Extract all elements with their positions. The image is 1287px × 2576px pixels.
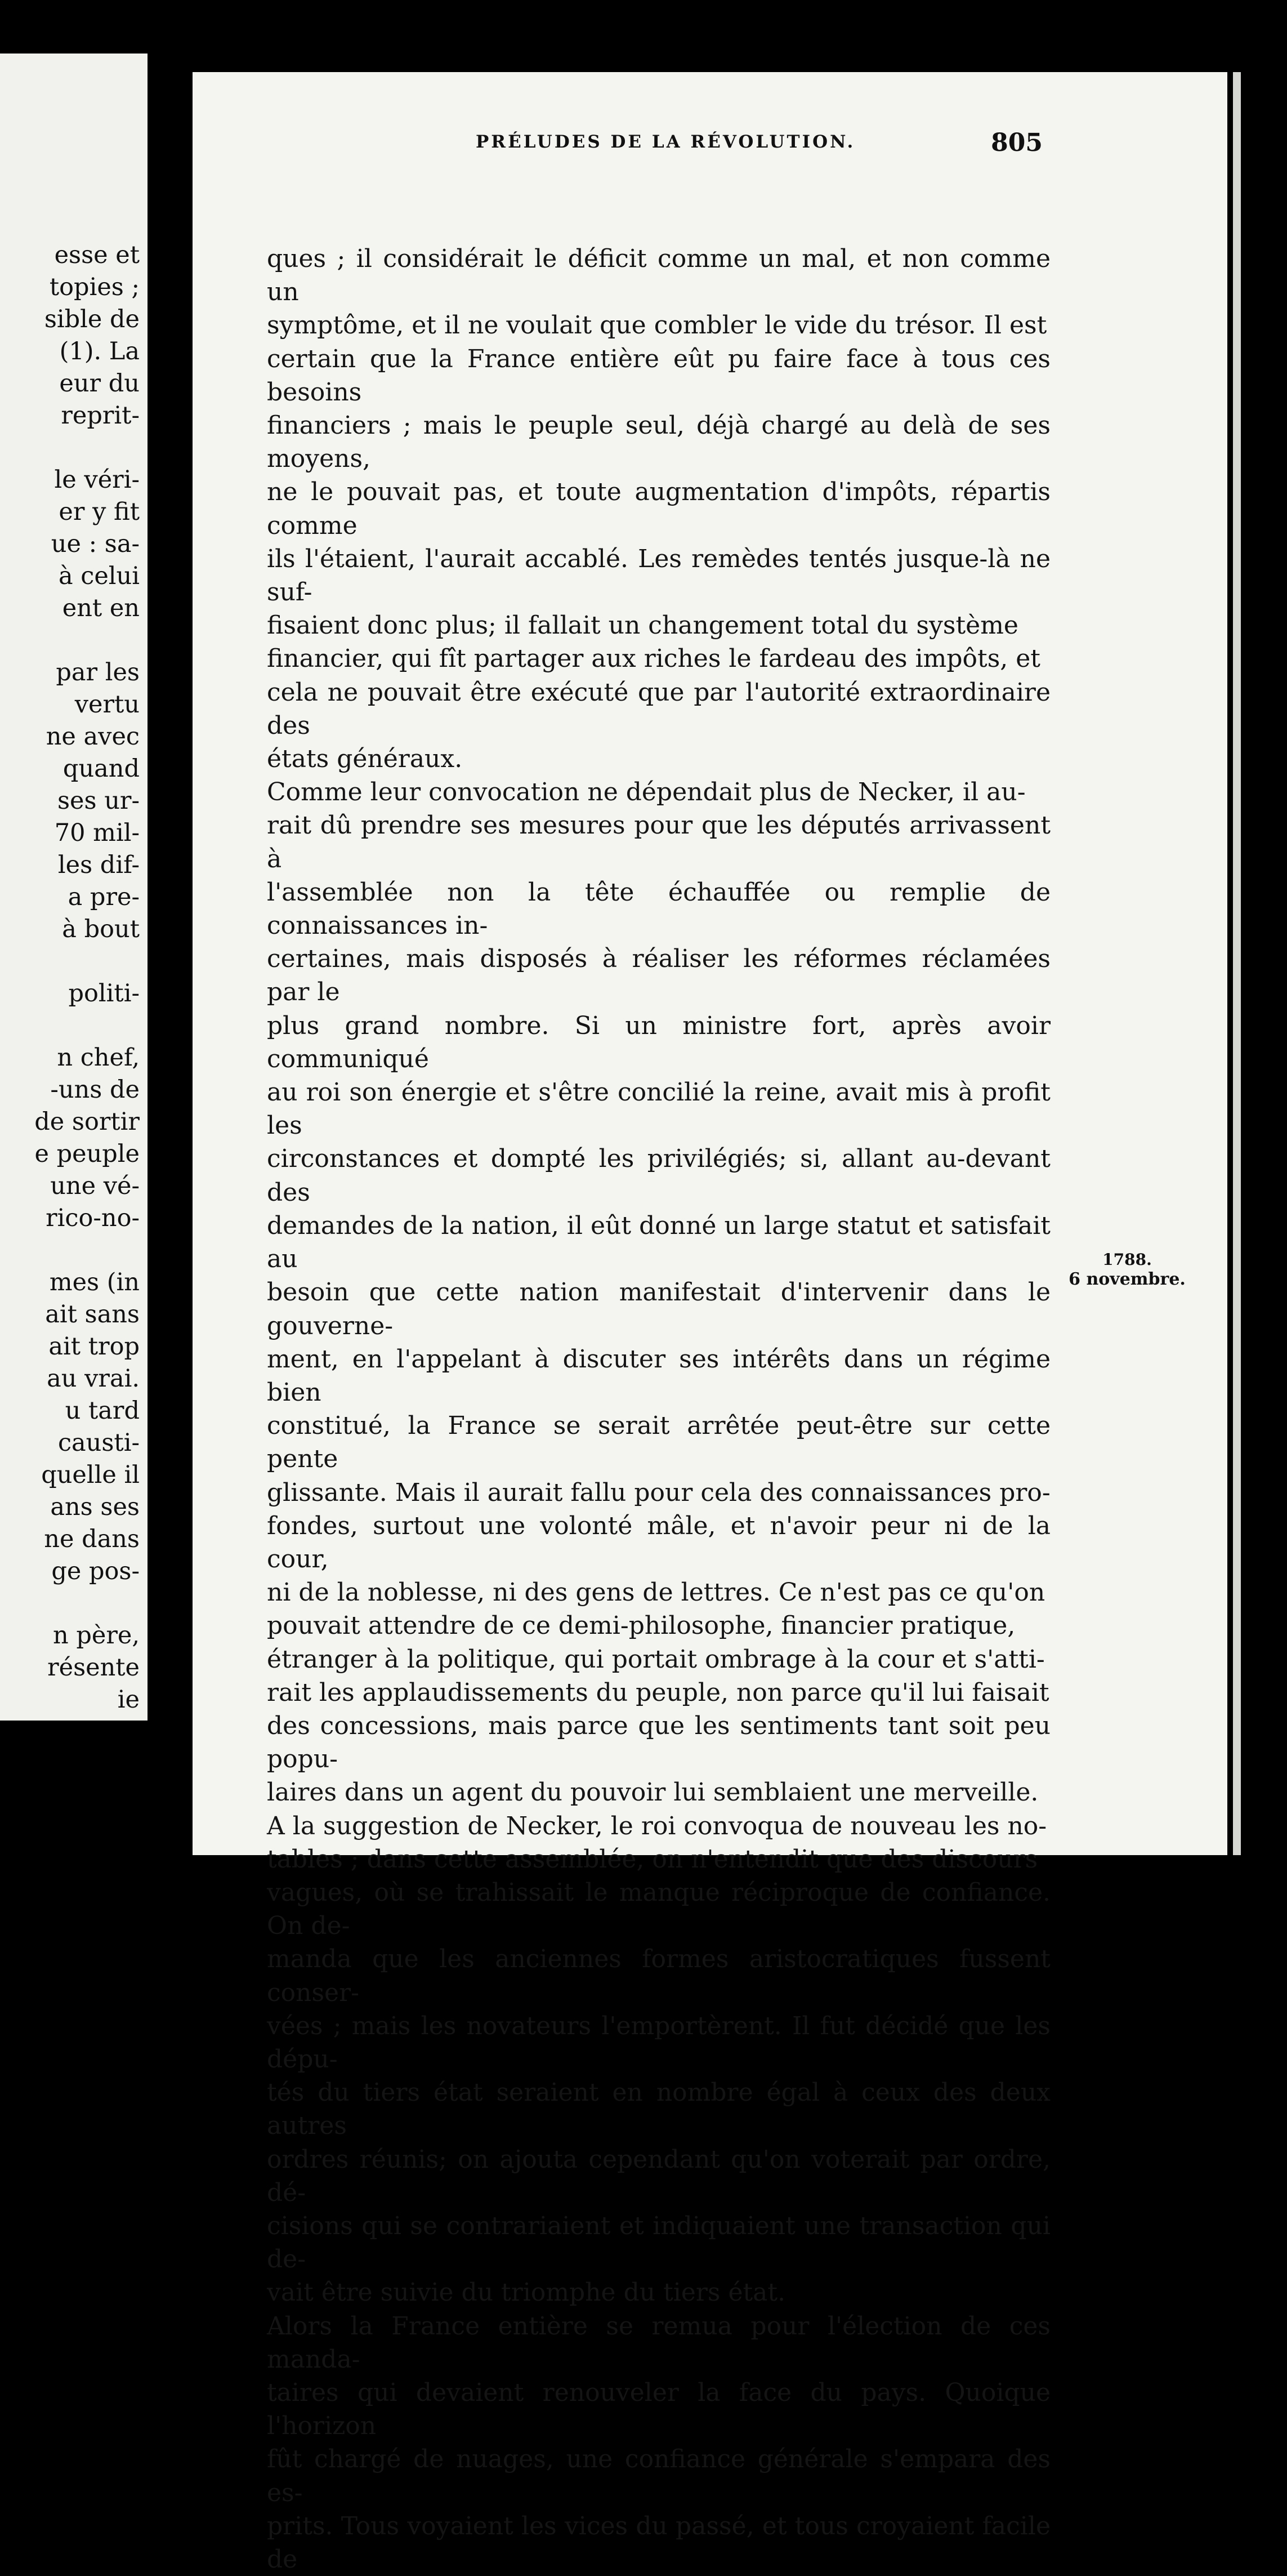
- page-edge: [1233, 72, 1241, 1855]
- paragraph: ques ; il considérait le déficit comme un mal, et non comme un symptôme, et il ne voulait que combler le vide du trésor. Il est certain que la France entière eût pu faire face à tous ces besoins financiers ; mais le peuple seul, déjà chargé au delà de ses moyens, ne le pouvait pas, et toute augmentation d'impôts, répartis comme ils l'étaient, l'aurait accablé. Les remèdes tentés jusque-là ne suf- fisaient donc plus; il fallait un changement total du système financier, qui fît partager aux riches le fardeau des impôts, et cela ne pouvait être exécuté que par l'autorité extraordinaire des états généraux.: [267, 244, 1051, 774]
- margin-note: [1069, 1250, 1186, 1290]
- margin-note-date: 6 novembre.: [1069, 1269, 1186, 1289]
- left-page-text-fragment: esse et topies ; sible de (1). La eur du reprit- le véri- er y fit ue : sa- à celui ent en par les vertu ne avec quand ses ur- 70 mil- les dif- a pre- à bout politi- n chef, -uns de de sortir e peuple une vé- rico-no- mes (in ait sans ait trop au vrai. u tard causti- quelle il ans ses ne dans ge pos- n père, résente ie: [34, 241, 140, 1714]
- margin-note-year: 1788.: [1102, 1250, 1152, 1269]
- page-number: 805: [991, 128, 1043, 157]
- paragraph: A la suggestion de Necker, le roi convoqua de nouveau les no- tables ; dans cette assemblée, on n'entendit que des discours vagues, où se trahissait le manque réciproque de confiance. On de- manda que les anciennes formes aristocratiques fussent conser- vées ; mais les novateurs l'emportèrent. Il fut décidé que les dépu- tés du tiers état seraient en nombre égal à ceux des deux autres ordres réunis; on ajouta cependant qu'on voterait par ordre, dé- cisions qui se contrariaient et indiquaient une transaction qui de- vait être suivie du triomphe du tiers état.: [267, 1811, 1051, 2307]
- running-head: [265, 128, 1047, 160]
- body-text: [267, 242, 1051, 2576]
- left-page: [0, 54, 148, 1721]
- paragraph: Comme leur convocation ne dépendait plus de Necker, il au- rait dû prendre ses mesures pour que les députés arrivassent à l'assemblée non la tête échauffée ou remplie de connaissances in- certaines, mais disposés à réaliser les réformes réclamées par le plus grand nombre. Si un ministre fort, après avoir communiqué au roi son énergie et s'être concilié la reine, avait mis à profit les circonstances et dompté les privilégiés; si, allant au-devant des demandes de la nation, il eût donné un large statut et satisfait au besoin que cette nation manifestait d'intervenir dans le gouverne- ment, en l'appelant à discuter ses intérêts dans un régime bien constitué, la France se serait arrêtée peut-être sur cette pente glissante. Mais il aurait fallu pour cela des connaissances pro- fondes, surtout une volonté mâle, et n'avoir peur ni de la cour, ni de la noblesse, ni des gens de lettres. Ce n'est pas ce qu'on pouvait attendre de ce demi-philosophe, financier pratique, étranger à la politique, qui portait ombrage à la cour et s'atti- rait les applaudissements du peuple, non parce qu'il lui faisait des concessions, mais parce que les sentiments tant soit peu popu- laires dans un agent du pouvoir lui semblaient une merveille.: [267, 778, 1051, 1807]
- running-title: PRÉLUDES DE LA RÉVOLUTION.: [476, 132, 856, 152]
- paragraph: Alors la France entière se remua pour l'élection de ces manda- taires qui devaient renouveler la face du pays. Quoique l'horizon fût chargé de nuages, une confiance générale s'empara des es- prits. Tous voyaient les vices du passé, et tous croyaient facile de: [267, 2311, 1051, 2574]
